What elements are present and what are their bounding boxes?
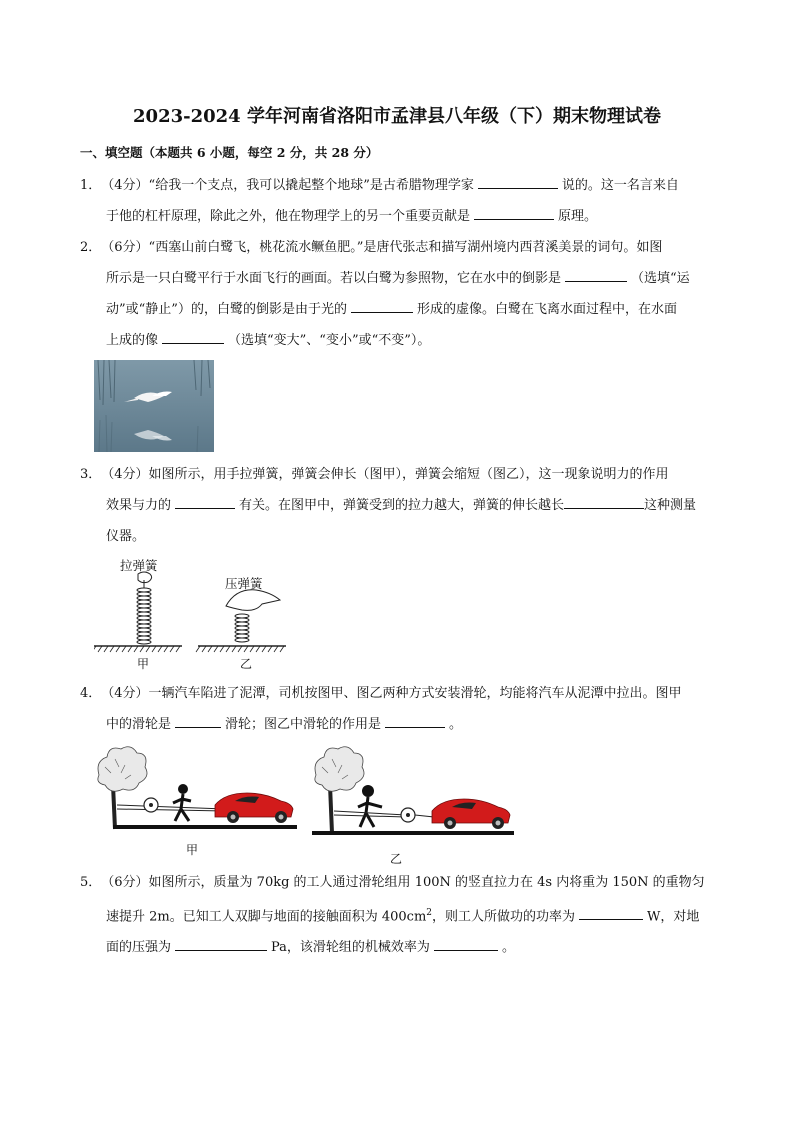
- question-text: 动”或“静止”）的，白鹭的倒影是由于光的: [106, 302, 347, 317]
- question-number: 5．: [80, 875, 102, 890]
- figure-caption-jia: 甲: [137, 657, 150, 671]
- answer-blank[interactable]: [434, 936, 498, 951]
- pulley-car-figure-yi: [312, 745, 517, 835]
- question-text: 说的。这一名言来自: [561, 178, 679, 193]
- question-text: 这种测量: [644, 498, 697, 513]
- question-number: 2．: [80, 240, 102, 255]
- answer-blank[interactable]: [175, 713, 221, 728]
- answer-blank[interactable]: [474, 205, 554, 220]
- superscript: 2: [426, 908, 433, 918]
- question-text: （6分）如图所示，质量为 70kg 的工人通过滑轮组用 100N 的竖直拉力在 4s 内将重为 150N 的重物匀: [101, 875, 705, 890]
- question-text: 滑轮；图乙中滑轮的作用是: [225, 717, 382, 732]
- question-text: （选填“运: [631, 271, 690, 286]
- question-text: 仪器。: [106, 529, 146, 544]
- answer-blank[interactable]: [175, 494, 235, 509]
- answer-blank[interactable]: [564, 494, 644, 509]
- page-title: 2023-2024 学年河南省洛阳市孟津县八年级（下）期末物理试卷: [133, 106, 661, 127]
- question-text: 中的滑轮是: [106, 717, 172, 732]
- question-text: 有关。在图甲中，弹簧受到的拉力越大，弹簧的伸长越长: [239, 498, 565, 513]
- question-text: 原理。: [558, 209, 598, 224]
- question-4: [80, 678, 720, 740]
- question-text: 面的压强为: [106, 940, 172, 956]
- answer-blank[interactable]: [351, 298, 413, 313]
- question-text: （6分）“西塞山前白鹭飞，桃花流水鳜鱼肥。”是唐代张志和描写湖州境内西苕溪美景的词句。如图: [101, 240, 663, 255]
- pulley-car-figure-jia: [95, 745, 300, 831]
- question-text: 。: [449, 717, 463, 732]
- question-text: Pa，该滑轮组的机械效率为: [271, 940, 430, 956]
- answer-blank[interactable]: [565, 267, 627, 282]
- question-text: 形成的虚像。白鹭在飞离水面过程中，在水面: [416, 302, 677, 317]
- question-3: [80, 459, 720, 552]
- answer-blank[interactable]: [579, 905, 643, 920]
- question-text: ，则工人所做功的功率为: [432, 909, 576, 925]
- section-heading: 一、填空题（本题共 6 小题，每空 2 分，共 28 分）: [80, 145, 379, 160]
- question-text: 效果与力的: [106, 498, 172, 513]
- question-number: 4．: [80, 686, 102, 701]
- figure-caption-jia: 甲: [186, 843, 199, 857]
- figure-caption-yi: 乙: [390, 852, 403, 866]
- question-number: 1．: [80, 178, 102, 193]
- question-number: 3．: [80, 467, 102, 482]
- question-text: 。: [501, 940, 515, 956]
- question-text: （选填“变大”、“变小”或“不变”）。: [228, 333, 431, 348]
- question-text: 于他的杠杆原理，除此之外，他在物理学上的另一个重要贡献是: [106, 209, 471, 224]
- answer-blank[interactable]: [385, 713, 445, 728]
- figure-caption-yi: 乙: [240, 657, 253, 671]
- question-text: （4分）一辆汽车陷进了泥潭，司机按图甲、图乙两种方式安装滑轮，均能将汽车从泥潭中拉出。图甲: [101, 686, 682, 701]
- figure-label-press-spring: 压弹簧: [225, 576, 263, 591]
- question-text: 速提升 2m。已知工人双脚与地面的接触面积为 400cm: [106, 909, 427, 925]
- question-text: （4分）如图所示，用手拉弹簧，弹簧会伸长（图甲），弹簧会缩短（图乙），这一现象说明力的作用: [101, 467, 669, 482]
- spring-figure: [94, 570, 294, 656]
- question-2: [80, 232, 720, 356]
- question-text: （4分）“给我一个支点，我可以撬起整个地球”是古希腊物理学家: [101, 178, 474, 193]
- question-text: W，对地: [647, 909, 700, 925]
- question-text: 所示是一只白鹭平行于水面飞行的画面。若以白鹭为参照物，它在水中的倒影是: [106, 271, 562, 286]
- answer-blank[interactable]: [162, 329, 224, 344]
- question-5: [80, 867, 720, 963]
- answer-blank[interactable]: [175, 936, 267, 951]
- egret-photo: [94, 360, 214, 452]
- question-1: [80, 170, 720, 232]
- answer-blank[interactable]: [478, 174, 558, 189]
- figure-label-pull-spring: 拉弹簧: [120, 558, 158, 573]
- question-text: 上成的像: [106, 333, 159, 348]
